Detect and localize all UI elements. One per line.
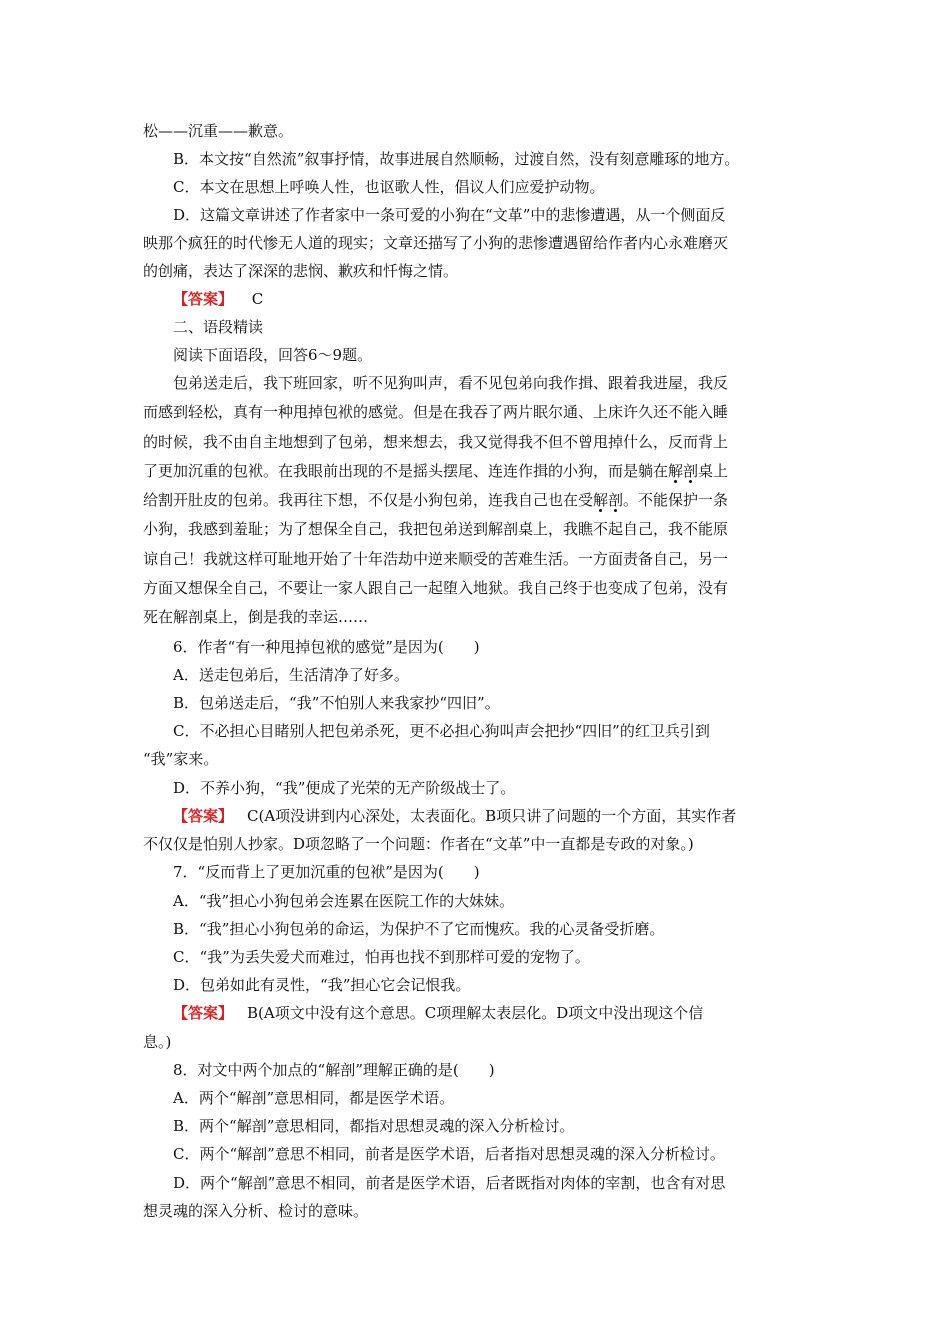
passage-text: 给割开肚皮的包弟。我再往下想，不仅是小狗包弟，连我自己也在受 xyxy=(143,491,594,510)
q5-answer-line xyxy=(143,285,808,313)
passage-line: 死在解剖桌上，倒是我的幸运…… xyxy=(143,608,369,627)
question-stem: 6．作者“有一种甩掉包袱的感觉”是因为( ) xyxy=(173,637,480,656)
option-d: D．包弟如此有灵性，“我”担心它会记恨我。 xyxy=(173,976,471,995)
reading-passage xyxy=(143,369,808,633)
dotted-char: 解 xyxy=(593,491,609,510)
question-stem: 8．对文中两个加点的“解剖”理解正确的是( ) xyxy=(173,1060,495,1079)
q5-option-c: C．本文在思想上呼唤人性，也讴歌人性，倡议人们应爱护动物。 xyxy=(173,178,605,196)
q5-option-b: B．本文按“自然流”叙事抒情，故事进展自然顺畅，过渡自然，没有刻意雕琢的地方。 xyxy=(173,150,740,168)
question-8 xyxy=(143,1056,808,1225)
answer-tag: 【答案】 xyxy=(173,806,234,825)
q5-option-d-line: 映那个疯狂的时代惨无人道的现实；文章还描写了小狗的悲惨遭遇留给作者内心永难磨灭 xyxy=(143,234,729,252)
answer-text: B(A项文中没有这个意思。C项理解太表层化。D项文中没出现这个信 xyxy=(247,1004,704,1023)
answer-line xyxy=(143,999,808,1027)
q5-continuation: 松——沉重——歉意。 xyxy=(143,122,294,140)
passage-text: 了更加沉重的包袱。在我眼前出现的不是摇头摆尾、连连作揖的小狗，而是躺在 xyxy=(143,461,669,480)
option-d: D．不养小狗，“我”便成了光荣的无产阶级战士了。 xyxy=(173,778,516,797)
option-a: A．两个“解剖”意思相同，都是医学术语。 xyxy=(173,1088,455,1107)
dotted-char: 剖 xyxy=(608,491,624,510)
question-6 xyxy=(143,633,808,859)
option-c: C．“我”为丢失爱犬而难过，怕再也找不到那样可爱的宠物了。 xyxy=(173,947,590,966)
passage-line xyxy=(143,457,808,486)
dotted-char: 剖 xyxy=(683,461,699,480)
option-d: D．两个“解剖”意思不相同，前者是医学术语，后者既指对肉体的宰割，也含有对思 xyxy=(173,1173,726,1192)
dotted-char: 解 xyxy=(668,461,684,480)
question-7 xyxy=(143,858,808,1055)
q5-answer-text: C xyxy=(251,290,264,308)
passage-line: 方面又想保全自己，不要让一家人跟自己一起堕入地狱。我自己终于也变成了包弟，没有 xyxy=(143,579,729,598)
passage-line: 小狗，我感到羞耻；为了想保全自己，我把包弟送到解剖桌上，我瞧不起自己，我不能原 xyxy=(143,520,729,539)
option-c-cont: “我”家来。 xyxy=(143,750,219,769)
passage-text: 桌上 xyxy=(698,461,729,480)
section-title: 二、语段精读 xyxy=(173,318,264,336)
option-b: B．“我”担心小狗包弟的命运，为保护不了它而愧疚。我的心灵备受折磨。 xyxy=(173,919,665,938)
option-a: A．送走包弟后，生活清净了好多。 xyxy=(173,665,409,684)
answer-text: C(A项没讲到内心深处，太表面化。B项只讲了问题的一个方面，其实作者 xyxy=(247,806,737,825)
passage-line: 的时候，我不由自主地想到了包弟，想来想去，我又觉得我不但不曾甩掉什么，反而背上 xyxy=(143,432,729,451)
question-stem: 7．“反而背上了更加沉重的包袱”是因为( ) xyxy=(173,863,480,882)
option-d-cont: 想灵魂的深入分析、检讨的意味。 xyxy=(143,1201,369,1220)
q5-option-d-line: D．这篇文章讲述了作者家中一条可爱的小狗在“文革”中的悲惨遭遇，从一个侧面反 xyxy=(173,206,726,224)
passage-line: 而感到轻松，真有一种甩掉包袱的感觉。但是在我吞了两片眠尔通、上床许久还不能入睡 xyxy=(143,403,729,422)
answer-line xyxy=(143,802,808,830)
passage-text: 。不能保护一条 xyxy=(623,491,729,510)
option-b: B．包弟送走后，“我”不怕别人来我家抄“四旧”。 xyxy=(173,694,500,713)
reading-instruction: 阅读下面语段，回答6～9题。 xyxy=(173,346,373,364)
q5-option-d xyxy=(143,201,808,285)
answer-cont: 息。) xyxy=(143,1032,172,1051)
document-page xyxy=(143,118,808,1225)
passage-line: 包弟送走后，我下班回家，听不见狗叫声，看不见包弟向我作揖、跟着我进屋，我反 xyxy=(173,374,729,392)
answer-tag: 【答案】 xyxy=(173,290,234,308)
answer-tag: 【答案】 xyxy=(173,1004,234,1023)
passage-line: 谅自己！我就这样可耻地开始了十年浩劫中逆来顺受的苦难生活。一方面责备自己，另一 xyxy=(143,549,729,568)
option-c: C．两个“解剖”意思不相同，前者是医学术语，后者指对思想灵魂的深入分析检讨。 xyxy=(173,1145,725,1164)
q5-option-d-line: 的创痛，表达了深深的悲悯、歉疚和忏悔之情。 xyxy=(143,262,459,280)
option-b: B．两个“解剖”意思相同，都指对思想灵魂的深入分析检讨。 xyxy=(173,1117,575,1136)
passage-line xyxy=(143,486,808,515)
answer-cont: 不仅仅是怕别人抄家。D项忽略了一个问题：作者在“文革”中一直都是专政的对象。) xyxy=(143,835,694,854)
option-a: A．“我”担心小狗包弟会连累在医院工作的大妹妹。 xyxy=(173,891,515,910)
option-c: C．不必担心目睹别人把包弟杀死，更不必担心狗叫声会把抄“四旧”的红卫兵引到 xyxy=(173,722,710,741)
